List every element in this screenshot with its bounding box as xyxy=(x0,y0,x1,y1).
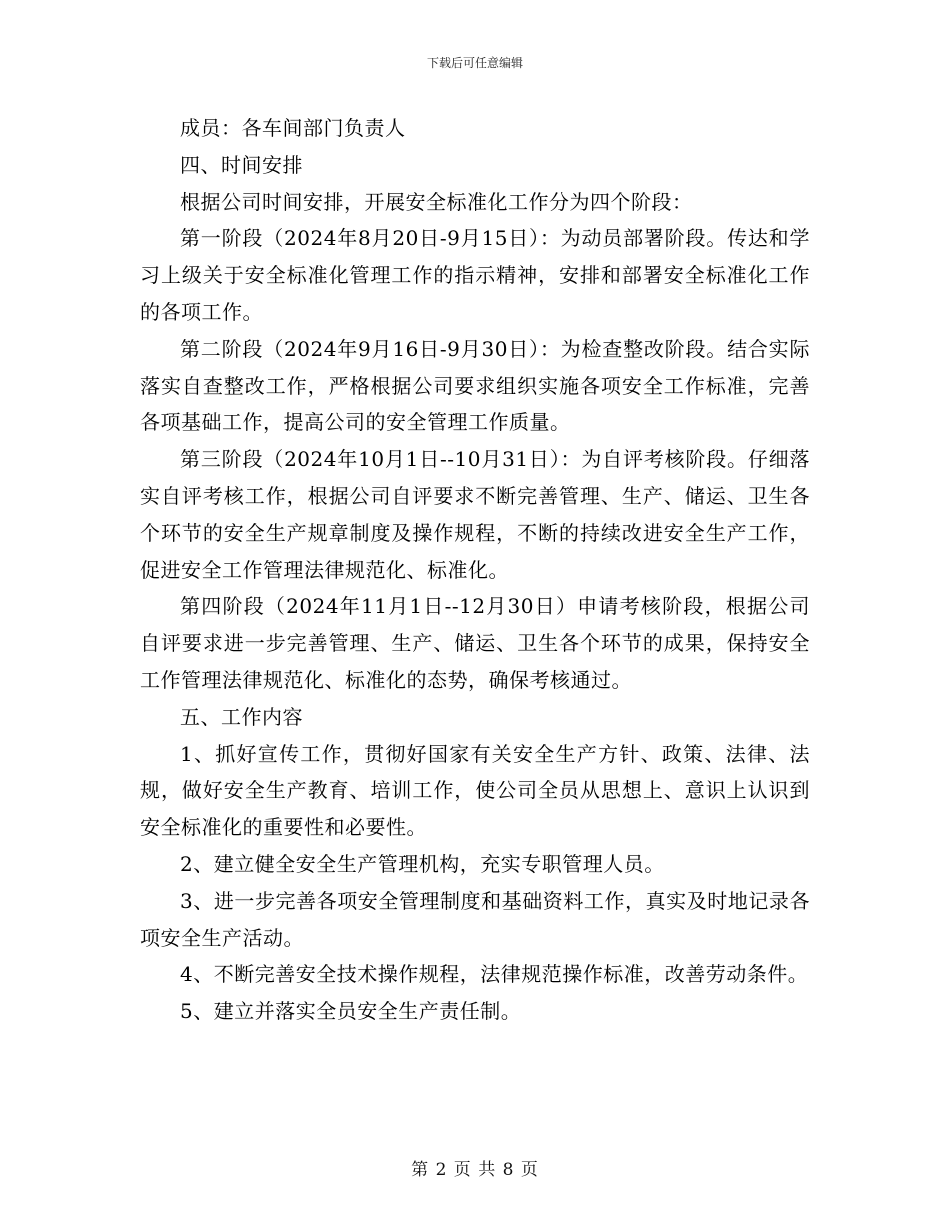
document-body xyxy=(140,110,810,1030)
paragraph-item-2: 2、建立健全安全生产管理机构，充实专职管理人员。 xyxy=(180,851,665,876)
paragraph-schedule-intro: 根据公司时间安排，开展安全标准化工作分为四个阶段： xyxy=(180,189,693,214)
page-header-note: 下载后可任意编辑 xyxy=(426,56,523,70)
paragraph-item-4: 4、不断完善安全技术操作规程，法律规范操作标准，改善劳动条件。 xyxy=(180,962,809,987)
section-heading-schedule: 四、时间安排 xyxy=(180,152,303,177)
paragraph-item-5: 5、建立并落实全员安全生产责任制。 xyxy=(180,999,522,1024)
paragraph-stage-two: 第二阶段（2024年9月16日-9月30日）：为检查整改阶段。结合实际落实自查整改工作，严格根据公司要求组织实施各项安全工作标准，完善各项基础工作，提高公司的安全管理工作质量。 xyxy=(140,336,810,435)
paragraph-stage-one: 第一阶段（2024年8月20日-9月15日）：为动员部署阶段。传达和学习上级关于安全标准化管理工作的指示精神，安排和部署安全标准化工作的各项工作。 xyxy=(140,226,810,324)
page-number-footer: 第 2 页 共 8 页 xyxy=(411,1160,539,1180)
paragraph-stage-three: 第三阶段（2024年10月1日--10月31日）：为自评考核阶段。仔细落实自评考核工作，根据公司自评要求不断完善管理、生产、储运、卫生各个环节的安全生产规章制度及操作规程，不断的持续改进安全生产工作，促进安全工作管理法律规范化、标准化。 xyxy=(140,447,810,582)
paragraph-members: 成员：各车间部门负责人 xyxy=(180,116,406,140)
section-heading-work-content: 五、工作内容 xyxy=(180,704,303,729)
paragraph-item-3: 3、进一步完善各项安全管理制度和基础资料工作，真实及时地记录各项安全生产活动。 xyxy=(140,888,810,950)
paragraph-item-1: 1、抓好宣传工作，贯彻好国家有关安全生产方针、政策、法律、法规，做好安全生产教育、培训工作，使公司全员从思想上、意识上认识到安全标准化的重要性和必要性。 xyxy=(140,741,810,840)
paragraph-stage-four: 第四阶段（2024年11月1日--12月30日）申请考核阶段，根据公司自评要求进一步完善管理、生产、储运、卫生各个环节的成果，保持安全工作管理法律规范化、标准化的态势，确保考核通过。 xyxy=(140,594,810,692)
